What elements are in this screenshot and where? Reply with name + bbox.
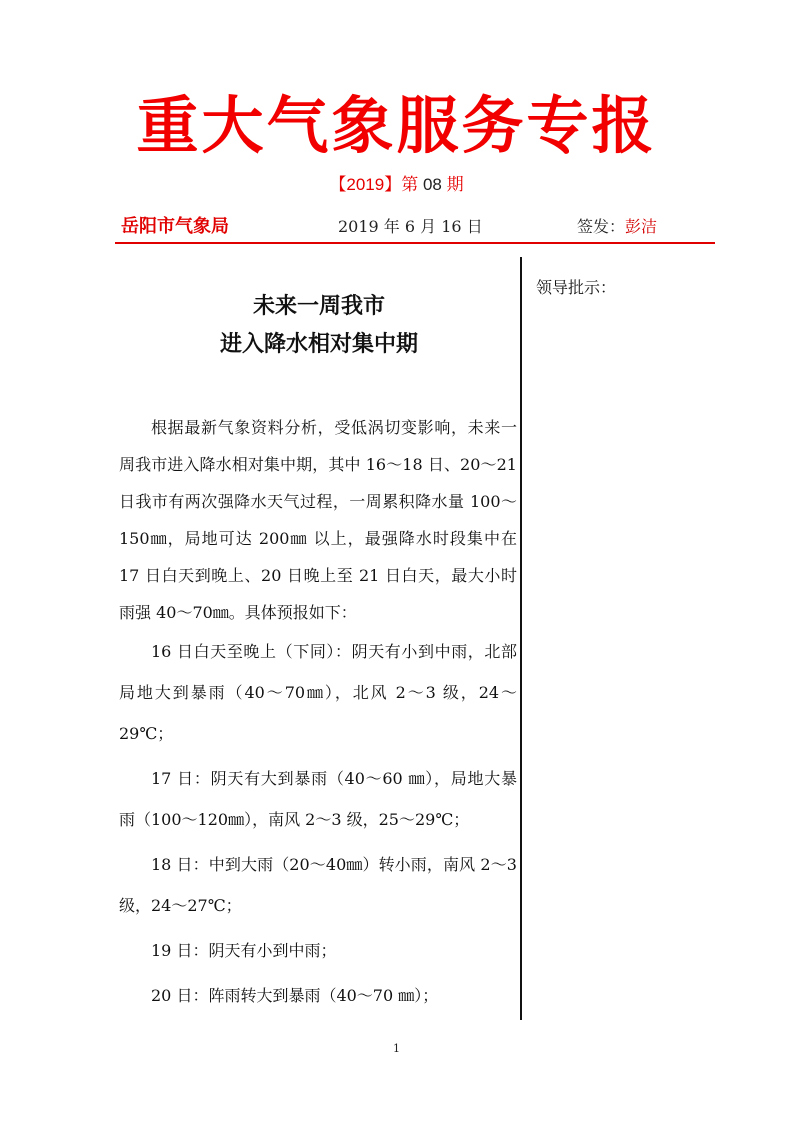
issue-prefix: 第 (401, 175, 419, 194)
body-paragraph: 19 日：阴天有小到中雨； (151, 941, 337, 960)
article-title (119, 288, 519, 364)
article-title-line-2: 进入降水相对集中期 (219, 332, 418, 357)
issue-year: 【2019】 (329, 175, 402, 194)
signer (577, 213, 657, 241)
issuing-bureau: 岳阳市气象局 (121, 216, 229, 237)
column-divider (520, 257, 522, 1020)
body-paragraph: 18 日：中到大雨（20～40㎜）转小雨，南风 2～3 级，24～27℃； (119, 855, 517, 915)
body-paragraph: 16 日白天至晚上（下同）：阴天有小到中雨，北部局地大到暴雨（40～70㎜），北风 2～3 级，24～29℃； (119, 642, 517, 743)
body-paragraph: 17 日：阴天有大到暴雨（40～60 ㎜），局地大暴雨（100～120㎜），南风 2～3 级，25～29℃； (119, 769, 517, 829)
article-body (119, 409, 517, 1020)
body-paragraph: 20 日：阵雨转大到暴雨（40～70 ㎜）； (151, 986, 439, 1005)
body-paragraph: 根据最新气象资料分析，受低涡切变影响，未来一周我市进入降水相对集中期，其中 16～18 日、20～21 日我市有两次强降水天气过程，一周累积降水量 100～150㎜，局地可达 200㎜ 以上，最强降水时段集中在 17 日白天到晚上、20 日晚上至 21 日白天，最大小时雨强 40～70㎜。具体预报如下： (119, 418, 517, 622)
leadership-comment-label: 领导批示： (536, 278, 617, 297)
header-divider (115, 242, 715, 244)
issue-suffix: 期 (446, 175, 464, 194)
report-title: 重大气象服务专报 (136, 89, 657, 162)
issue-date: 2019 年 6 月 16 日 (338, 217, 483, 236)
signer-label: 签发： (577, 217, 626, 236)
page-number: 1 (393, 1042, 400, 1055)
issue-num: 08 (422, 175, 442, 194)
article-title-line-1: 未来一周我市 (252, 294, 385, 319)
signer-name: 彭洁 (625, 217, 658, 236)
issue-number (0, 173, 793, 197)
